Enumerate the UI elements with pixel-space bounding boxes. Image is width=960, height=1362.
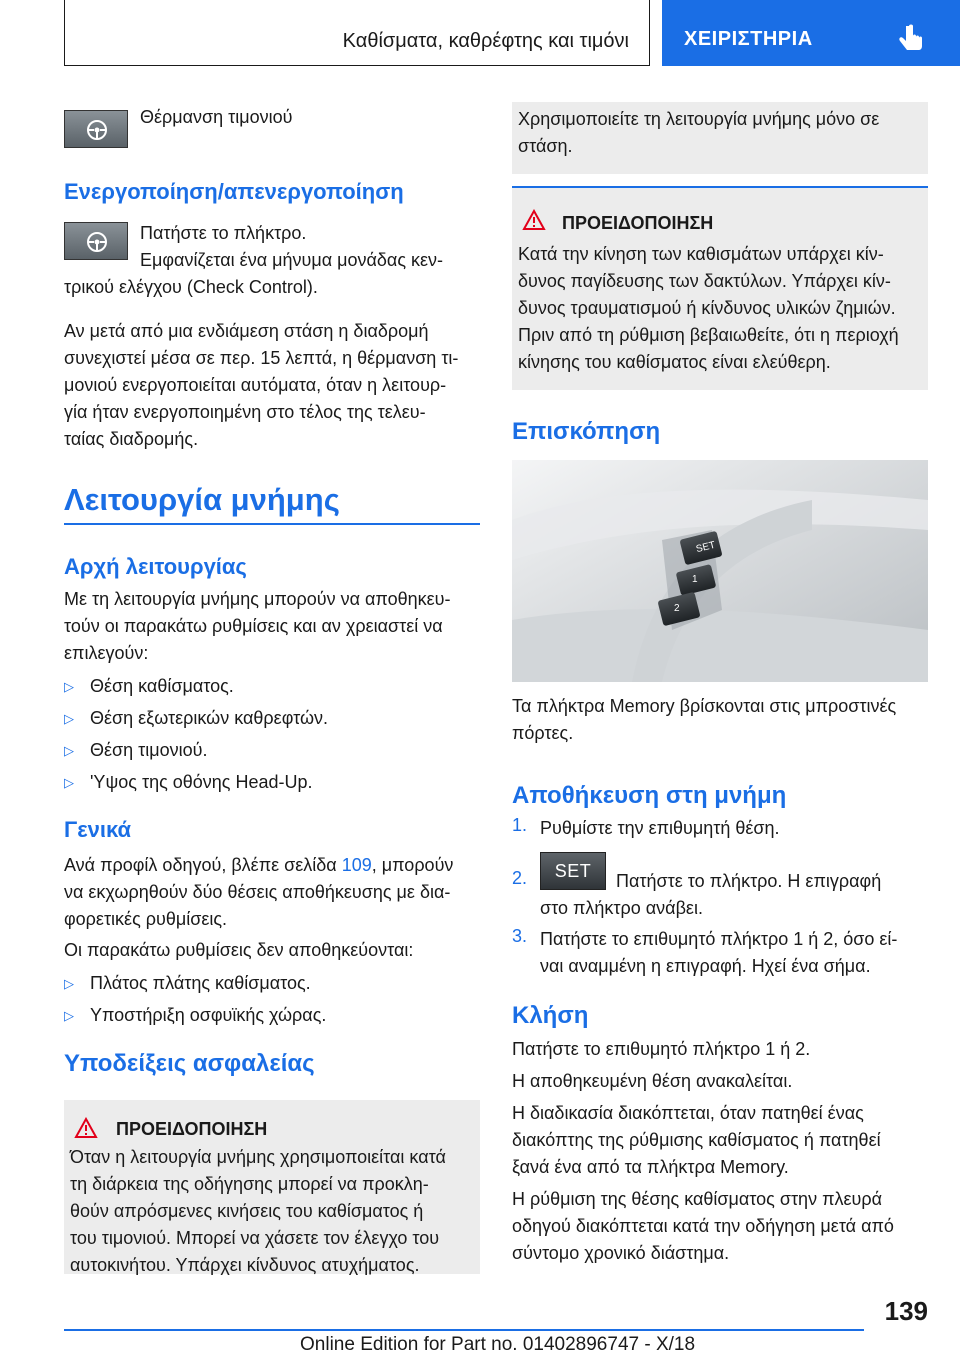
paragraph-line: επιλεγούν: (64, 643, 149, 663)
door-panel-illustration (512, 460, 928, 682)
triangle-bullet-icon: ▷ (64, 679, 74, 694)
message-text-line1: Εμφανίζεται ένα μήνυμα μονάδας κεν- (140, 250, 444, 270)
activation-heading: Ενεργοποίηση/απενεργοποίηση (64, 179, 404, 204)
warning-line: τη διάρκεια της οδήγησης μπορεί να προκλη- (70, 1174, 429, 1194)
step-text: στο πλήκτρο ανάβει. (540, 898, 703, 918)
step-number: 3. (512, 926, 528, 946)
list-item-text: Θέση καθίσματος. (90, 676, 234, 696)
steering-wheel-heat-icon (85, 118, 109, 142)
photo-set-label: SET (694, 539, 717, 556)
message-text-line2: τρικού ελέγχου (Check Control). (64, 277, 318, 297)
text-run: , μπορούν (371, 855, 454, 875)
set-button-image: SET (540, 852, 606, 890)
step-number: 2. (512, 868, 528, 888)
photo-caption-line: πόρτες. (512, 723, 574, 743)
edition-text: Online Edition for Part no. 01402896747 - X/18 (300, 1334, 696, 1355)
triangle-bullet-icon: ▷ (64, 775, 74, 790)
principle-heading: Αρχή λειτουργίας (64, 554, 247, 579)
page-number: 139 (884, 1296, 928, 1326)
paragraph-line: τούν οι παρακάτω ρυθμίσεις και αν χρειαστεί να (64, 616, 443, 636)
list-item-text: Θέση τιμονιού. (90, 740, 208, 760)
recall-line: Η αποθηκευμένη θέση ανακαλείται. (512, 1071, 793, 1091)
recall-line: σύντομο χρονικό διάστημα. (512, 1243, 730, 1263)
list-item-text: Θέση εξωτερικών καθρεφτών. (90, 708, 329, 728)
recall-line: Πατήστε το επιθυμητό πλήκτρο 1 ή 2. (512, 1039, 811, 1059)
paragraph-line: μονιού ενεργοποιείται αυτόματα, όταν η λειτουρ- (64, 375, 447, 395)
recall-line: οδηγού διακόπτεται κατά την οδήγηση μετά από (512, 1216, 894, 1236)
list-item-text: Υποστήριξη οσφυϊκής χώρας. (90, 1005, 327, 1025)
memory-function-title: Λειτουργία μνήμης (64, 482, 340, 517)
step-text: Πατήστε το επιθυμητό πλήκτρο 1 ή 2, όσο εί- (540, 929, 898, 949)
recall-heading: Κλήση (512, 1002, 589, 1029)
warning-line: Κατά την κίνηση των καθισμάτων υπάρχει κίν- (518, 244, 884, 264)
warning-triangle-icon (74, 1117, 98, 1139)
hand-pointer-icon (894, 22, 928, 56)
chapter-tab[interactable] (662, 0, 960, 66)
general-heading: Γενικά (64, 817, 132, 842)
recall-line: Η διαδικασία διακόπτεται, όταν πατηθεί ένας (512, 1103, 864, 1123)
heated-steering-wheel-button-image (64, 110, 128, 148)
warning-title: ΠΡΟΕΙΔΟΠΟΙΗΣΗ (116, 1119, 268, 1139)
step-text: Ρυθμίστε την επιθυμητή θέση. (540, 818, 780, 838)
page-ref-link[interactable]: 109 (341, 855, 372, 875)
section-title: Καθίσματα, καθρέφτης και τιμόνι (342, 30, 629, 52)
paragraph-line: Με τη λειτουργία μνήμης μπορούν να αποθηκευ- (64, 589, 451, 609)
triangle-bullet-icon: ▷ (64, 743, 74, 758)
photo-button1-label: 1 (692, 574, 698, 585)
warning-line: Πριν από τη ρύθμιση βεβαιωθείτε, ότι η περιοχή (518, 325, 899, 345)
memory-buttons-photo (512, 460, 928, 682)
not-stored-intro: Οι παρακάτω ρυθμίσεις δεν αποθηκεύονται: (64, 940, 414, 960)
text-run: Ανά προφίλ οδηγού, βλέπε σελίδα (64, 855, 342, 875)
heated-wheel-label: Θέρμανση τιμονιού (140, 107, 293, 127)
title-rule (64, 523, 480, 525)
store-heading: Αποθήκευση στη μνήμη (512, 782, 787, 809)
paragraph-line: Αν μετά από μια ενδιάμεση στάση η διαδρομή (64, 321, 429, 341)
triangle-bullet-icon: ▷ (64, 711, 74, 726)
list-item-text: Πλάτος πλάτης καθίσματος. (90, 973, 311, 993)
photo-button2-label: 2 (674, 603, 680, 614)
warning-line: δυνος παγίδευσης των δακτύλων. Υπάρχει κίν- (518, 271, 891, 291)
step-text: Πατήστε το πλήκτρο. Η επιγραφή (616, 871, 882, 891)
warning-line: του τιμονιού. Μπορεί να χάσετε τον έλεγχο του (70, 1228, 440, 1248)
warning-line: κίνησης του καθίσματος είναι ελεύθερη. (518, 352, 831, 372)
recall-line: διακόπτης της ρύθμισης καθίσματος ή πατηθεί (512, 1130, 881, 1150)
warning-line: στάση. (518, 136, 573, 156)
recall-line: Η ρύθμιση της θέσης καθίσματος στην πλευρά (512, 1189, 883, 1209)
warning-line: θούν απρόσμενες κινήσεις του καθίσματος ή (70, 1201, 424, 1221)
chapter-tab-label: ΧΕΙΡΙΣΤΗΡΙΑ (684, 28, 813, 50)
warning-title: ΠΡΟΕΙΔΟΠΟΙΗΣΗ (562, 213, 714, 233)
paragraph-line: γία ήταν ενεργοποιημένη στο τέλος της τελευ- (64, 402, 426, 422)
triangle-bullet-icon: ▷ (64, 1008, 74, 1023)
step-number: 1. (512, 815, 528, 835)
paragraph-line: να εκχωρηθούν δύο θέσεις αποθήκευσης με δια- (64, 882, 451, 902)
recall-line: ξανά ένα από τα πλήκτρα Memory. (512, 1157, 789, 1177)
warning-line: Χρησιμοποιείτε τη λειτουργία μνήμης μόνο σε (518, 109, 880, 129)
heated-steering-wheel-button-image-2 (64, 222, 128, 260)
paragraph-line: συνεχιστεί μέσα σε περ. 15 λεπτά, η θέρμανση τι- (64, 348, 459, 368)
warning-line: δυνος τραυματισμού ή κίνδυνος υλικών ζημιών. (518, 298, 896, 318)
press-button-text: Πατήστε το πλήκτρο. (140, 223, 307, 243)
page-header (64, 0, 960, 66)
triangle-bullet-icon: ▷ (64, 976, 74, 991)
general-line1 (64, 852, 453, 879)
steering-wheel-heat-icon (85, 230, 109, 254)
section-title-box (64, 0, 650, 66)
safety-heading: Υποδείξεις ασφαλείας (64, 1050, 315, 1077)
paragraph-line: φορετικές ρυθμίσεις. (64, 909, 228, 929)
paragraph-line: ταίας διαδρομής. (64, 429, 199, 449)
step-text: ναι αναμμένη η επιγραφή. Ηχεί ένα σήμα. (540, 956, 871, 976)
overview-heading: Επισκόπηση (512, 418, 661, 445)
list-item-text: 'Υψος της οθόνης Head-Up. (90, 772, 313, 792)
footer-rule (64, 1329, 864, 1331)
warning-triangle-icon (522, 209, 546, 231)
warning-line: Όταν η λειτουργία μνήμης χρησιμοποιείται κατά (70, 1147, 446, 1167)
photo-caption-line: Τα πλήκτρα Memory βρίσκονται στις μπροστινές (512, 696, 897, 716)
warning-line: αυτοκινήτου. Υπάρχει κίνδυνος ατυχήματος. (70, 1255, 420, 1275)
